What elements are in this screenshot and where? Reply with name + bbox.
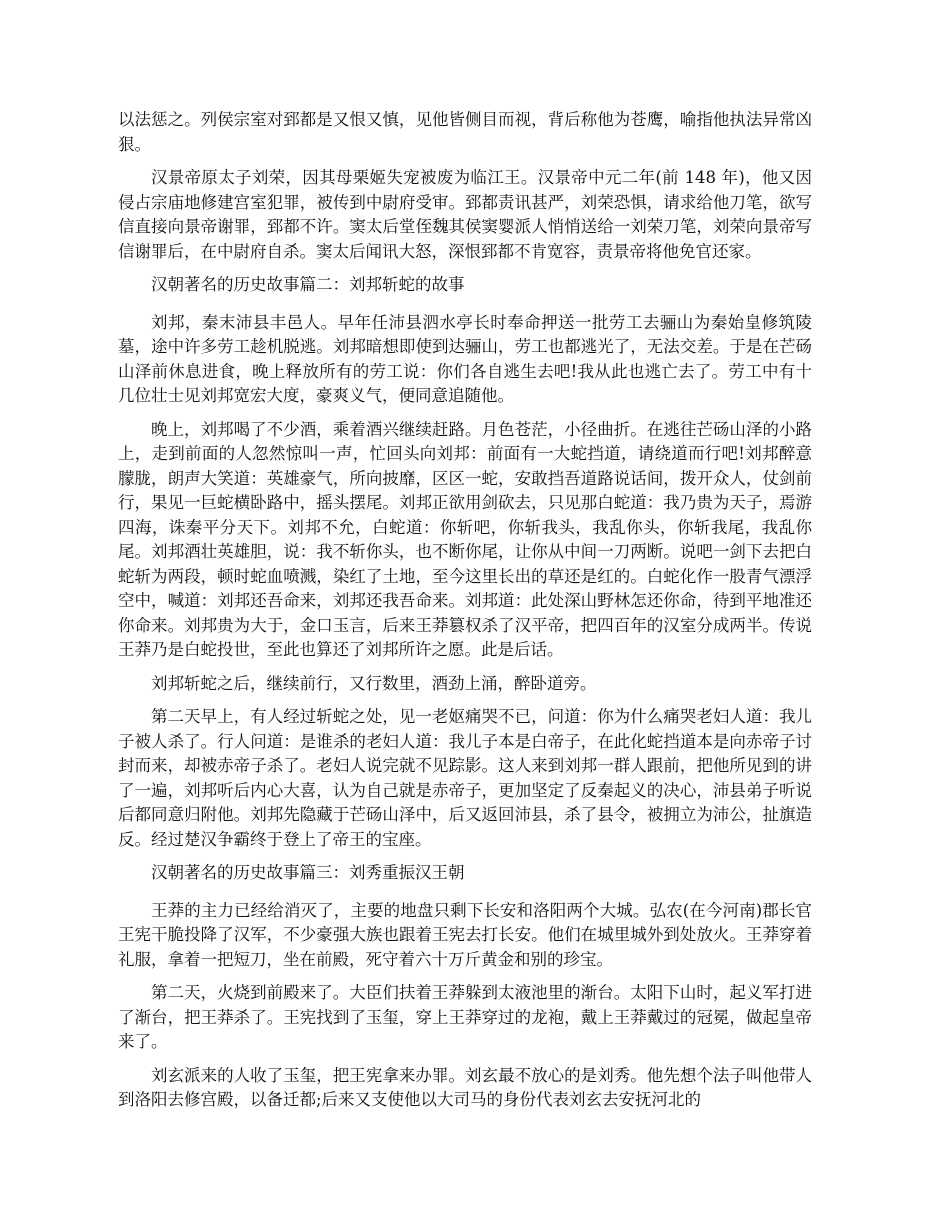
paragraph-6: 刘邦斩蛇之后，继续前行，又行数里，酒劲上涌，醉卧道旁。 bbox=[151, 673, 597, 693]
paragraph-10: 第二天，火烧到前殿来了。大臣们扶着王莽躲到太液池里的渐台。太阳下山时，起义军打进了渐台，把王莽杀了。王宪找到了玉玺，穿上王莽穿过的龙袍，戴上王莽戴过的冠冕，做起皇帝来了。 bbox=[118, 983, 812, 1051]
paragraph-2: 汉景帝原太子刘荣，因其母栗姬失宠被废为临江王。汉景帝中元二年(前 148 年)，他又因侵占宗庙地修建宫室犯罪，被传到中尉府受审。郅都责讯甚严，刘荣恐惧，请求给他刀笔，欲写信直接向景帝谢罪，郅都不许。窦太后堂侄魏其侯窦婴派人悄悄送给一刘荣刀笔，刘荣向景帝写信谢罪后，在中尉府自杀。窦太后闻讯大怒，深恨郅都不肯宽容，责景帝将他免官还家。 bbox=[118, 168, 812, 261]
paragraph-7: 第二天早上，有人经过斩蛇之处，见一老妪痛哭不已，问道：你为什么痛哭老妇人道：我儿子被人杀了。行人问道：是谁杀的老妇人道：我儿子本是白帝子，在此化蛇挡道本是向赤帝子讨封而来，却被赤帝子杀了。老妇人说完就不见踪影。这人来到刘邦一群人跟前，把他所见到的讲了一遍，刘邦听后内心大喜，认为自己就是赤帝子，更加坚定了反秦起义的决心，沛县弟子听说后都同意归附他。刘邦先隐藏于芒砀山泽中，后又返回沛县，杀了县令，被拥立为沛公，扯旗造反。经过楚汉争霸终于登上了帝王的宝座。 bbox=[118, 707, 812, 849]
paragraph-11: 刘玄派来的人收了玉玺，把王宪拿来办罪。刘玄最不放心的是刘秀。他先想个法子叫他带人到洛阳去修宫殿，以备迁都;后来又支使他以大司马的身份代表刘玄去安抚河北的 bbox=[118, 1065, 812, 1109]
paragraph-4: 刘邦，秦末沛县丰邑人。早年任沛县泗水亭长时奉命押送一批劳工去骊山为秦始皇修筑陵墓，途中许多劳工趁机脱逃。刘邦暗想即使到达骊山，劳工也都逃光了，无法交差。于是在芒砀山泽前休息进食，晚上释放所有的劳工说：你们各自逃生去吧!我从此也逃亡去了。劳工中有十几位壮士见刘邦宽宏大度，豪爽义气，便同意追随他。 bbox=[118, 312, 812, 405]
section-heading-2: 汉朝著名的历史故事篇二：刘邦斩蛇的故事 bbox=[151, 275, 465, 294]
paragraph-9: 王莽的主力已经给消灭了，主要的地盘只剩下长安和洛阳两个大城。弘农(在今河南)郡长官王宪干脆投降了汉军，不少豪强大族也跟着王宪去打长安。他们在城里城外到处放火。王莽穿着礼服，拿着一把短刀，坐在前殿，死守着六十万斤黄金和别的珍宝。 bbox=[118, 900, 812, 969]
paragraph-5: 晚上，刘邦喝了不少酒，乘着酒兴继续赶路。月色苍茫，小径曲折。在逃往芒砀山泽的小路上，走到前面的人忽然惊叫一声，忙回头向刘邦：前面有一大蛇挡道，请绕道而行吧!刘邦醉意朦胧，朗声大笑道：英雄豪气，所向披靡，区区一蛇，安敢挡吾道路说话间，拨开众人，仗剑前行，果见一巨蛇横卧路中，摇头摆尾。刘邦正欲用剑砍去，只见那白蛇道：我乃贵为天子，焉游四海，诛秦平分天下。刘邦不允，白蛇道：你斩吧，你斩我头，我乱你头，你斩我尾，我乱你尾。刘邦酒壮英雄胆，说：我不斩你头，也不断你尾，让你从中间一刀两断。说吧一剑下去把白蛇斩为两段，顿时蛇血喷溅，染红了土地，至今这里长出的草还是红的。白蛇化作一股青气漂浮空中，喊道：刘邦还吾命来，刘邦还我吾命来。刘邦道：此处深山野林怎还你命，待到平地准还你命来。刘邦贵为大于，金口玉言，后来王莽篡权杀了汉平帝，把四百年的汉室分成两半。传说王莽乃是白蛇投世，至此也算还了刘邦所许之愿。此是后话。 bbox=[118, 419, 812, 659]
section-heading-3: 汉朝著名的历史故事篇三：刘秀重振汉王朝 bbox=[151, 863, 465, 882]
paragraph-1: 以法惩之。列侯宗室对郅都是又恨又慎，见他皆侧目而视，背后称他为苍鹰，喻指他执法异常凶狠。 bbox=[118, 110, 812, 154]
